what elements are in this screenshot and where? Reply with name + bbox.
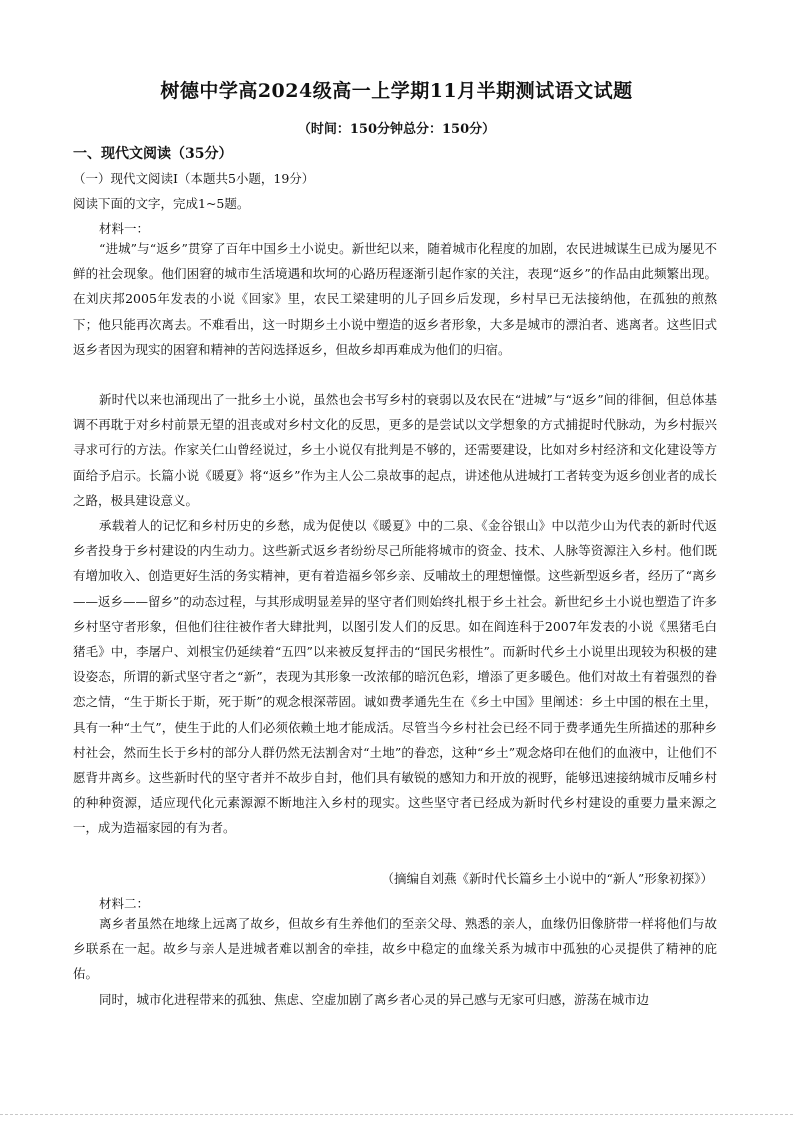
page-divider	[0, 1114, 793, 1115]
material-two-paragraph: 同时，城市化进程带来的孤独、焦虑、空虚加剧了离乡者心灵的异己感与无家可归感，游荡在城市边	[99, 992, 650, 1007]
material-two-label: 材料二：	[99, 896, 150, 911]
material-one-label: 材料一：	[99, 221, 150, 236]
page-title: 树德中学高2024级高一上学期11月半期测试语文试题	[160, 80, 633, 102]
subsection-heading: （一）现代文阅读Ⅰ（本题共5小题，19分）	[73, 171, 315, 186]
material-one-paragraph: 新时代以来也涌现出了一批乡土小说，虽然也会书写乡村的衰弱以及农民在“进城”与“返乡”间的徘徊，但总体基调不再耽于对乡村前景无望的沮丧或对乡村文化的反思，更多的是尝试以文学想象的方式捕捉时代脉动，为乡村振兴寻求可行的方法。作家关仁山曾经说过，乡土小说仅有批判是不够的，还需要建设，比如对乡村经济和文化建设等方面给予启示。长篇小说《暖夏》将“返乡”作为主人公二泉故事的起点，讲述他从进城打工者转变为返乡创业者的成长之路，极具建设意义。	[73, 392, 717, 508]
source-citation: （摘编自刘燕《新时代长篇乡土小说中的“新人”形象初探》）	[381, 871, 713, 886]
exam-info: （时间：150分钟总分：150分）	[297, 122, 496, 137]
instruction-text: 阅读下面的文字，完成1~5题。	[73, 196, 250, 211]
material-one-paragraph: “进城”与“返乡”贯穿了百年中国乡土小说史。新世纪以来，随着城市化程度的加剧，农民进城谋生已成为屡见不鲜的社会现象。他们困窘的城市生活境遇和坎坷的心路历程逐渐引起作家的关注，表现“返乡”的作品由此频繁出现。在刘庆邦2005年发表的小说《回家》里，农民工梁建明的儿子回乡后发现，乡村早已无法接纳他，在孤独的煎熬下；他只能再次离去。不难看出，这一时期乡土小说中塑造的返乡者形象，大多是城市的漂泊者、逃离者。这些旧式返乡者因为现实的困窘和精神的苦闷选择返乡，但故乡却再难成为他们的归宿。	[73, 241, 717, 357]
section-heading: 一、现代文阅读（35分）	[73, 146, 233, 162]
material-one-paragraph: 承载着人的记忆和乡村历史的乡愁，成为促使以《暖夏》中的二泉、《金谷银山》中以范少山为代表的新时代返乡者投身于乡村建设的内生动力。这些新式返乡者纷纷尽己所能将城市的资金、技术、人脉等资源注入乡村。他们既有增加收入、创造更好生活的务实精神，更有着造福乡邻乡亲、反哺故土的理想憧憬。这些新型返乡者，经历了“离乡——返乡——留乡”的动态过程，与其形成明显差异的坚守者们则始终扎根于乡土社会。新世纪乡土小说也塑造了许多乡村坚守者形象，但他们往往被作者大肆批判，以图引发人们的反思。如在阎连科于2007年发表的小说《黑猪毛白猪毛》中，李屠户、刘根宝仍延续着“五四”以来被反复抨击的“国民劣根性”。而新时代乡土小说里出现较为积极的建设姿态，所谓的新式坚守者之“新”，表现为其形象一改浓郁的暗沉色彩，增添了更多暖色。他们对故土有着强烈的眷恋之情，“生于斯长于斯，死于斯”的观念根深蒂固。诚如费孝通先生在《乡土中国》里阐述：乡土中国的根在土里，具有一种“土气”，使生于此的人们必须依赖土地才能成活。尽管当今乡村社会已经不同于费孝通先生所描述的那种乡村社会，然而生长于乡村的部分人群仍然无法割舍对“土地”的眷恋，这种“乡土”观念烙印在他们的血液中，让他们不愿背井离乡。这些新时代的坚守者并不故步自封，他们具有敏锐的感知力和开放的视野，能够迅速接纳城市反哺乡村的种种资源，适应现代化元素源源不断地注入乡村的现实。这些坚守者已经成为新时代乡村建设的重要力量来源之一，成为造福家园的有为者。	[73, 518, 717, 836]
material-two-paragraph: 离乡者虽然在地缘上远离了故乡，但故乡有生养他们的至亲父母、熟悉的亲人，血缘仍旧像脐带一样将他们与故乡联系在一起。故乡与亲人是进城者难以割舍的牵挂，故乡中稳定的血缘关系为城市中孤独的心灵提供了精神的庇佑。	[73, 916, 717, 982]
